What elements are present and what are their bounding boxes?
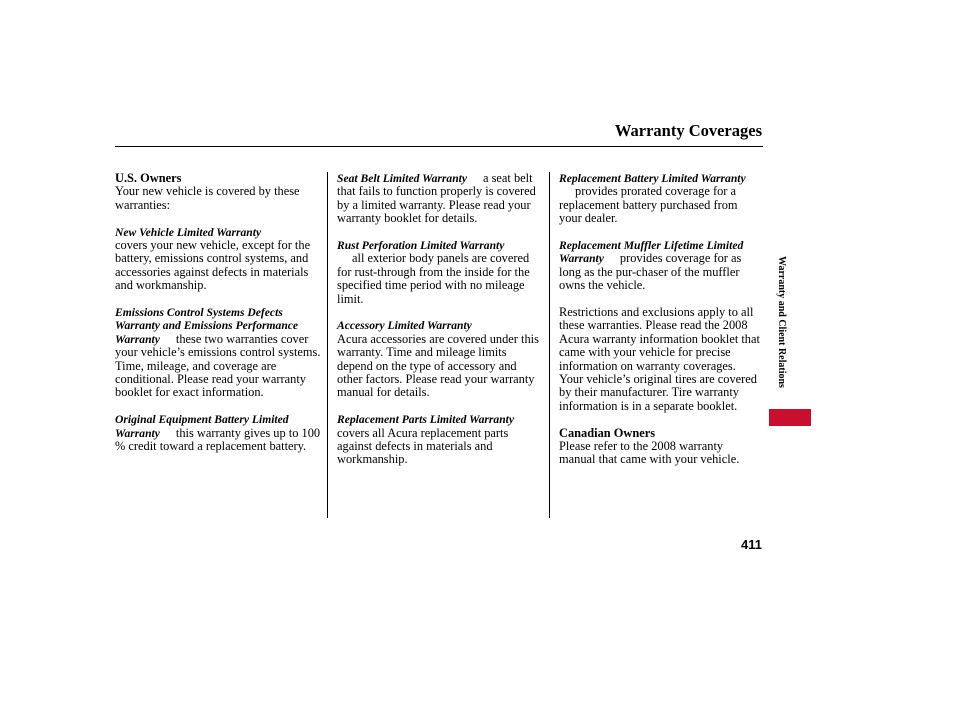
new-vehicle-warranty-term: New Vehicle Limited Warranty (115, 225, 262, 239)
muffler-warranty (559, 239, 760, 293)
emissions-warranty (115, 306, 321, 400)
accessory-warranty (337, 319, 544, 399)
side-section-label: Warranty and Client Relations (776, 256, 787, 388)
battery-warranty-term: Original Equipment Battery Limited Warranty (115, 413, 289, 440)
battery-warranty (115, 413, 321, 453)
replacement-battery-warranty (559, 172, 760, 226)
page-title: Warranty Coverages (614, 121, 762, 140)
emissions-warranty-text: these two warranties cover your vehicle’s emissions control systems. Time, mileage, and coverage are conditional. Please read your warranty booklet for exact information. (115, 331, 321, 400)
column-2 (337, 172, 544, 480)
seatbelt-warranty-term: Seat Belt Limited Warranty (337, 172, 468, 185)
accessory-warranty-term: Accessory Limited Warranty (337, 319, 472, 333)
page-number: 411 (741, 537, 762, 552)
us-owners-heading: U.S. Owners (115, 171, 182, 185)
seatbelt-warranty-text: a seat belt that fails to function properly is covered by a limited warranty. Please read your warranty booklet for details. (337, 171, 536, 226)
us-owners-intro: Your new vehicle is covered by these warranties: (115, 184, 300, 212)
new-vehicle-warranty (115, 226, 321, 293)
rust-warranty (337, 239, 544, 306)
section-tab-marker (769, 409, 811, 426)
muffler-warranty-text: provides coverage for as long as the pur-chaser of the muffler owns the vehicle. (559, 251, 742, 293)
accessory-warranty-text: Acura accessories are covered under this warranty. Time and mileage limits depend on the type of accessory and other factors. Please read your warranty manual for details. (337, 331, 539, 400)
column-divider-2 (549, 172, 550, 518)
replacement-battery-warranty-term: Replacement Battery Limited Warranty (559, 172, 746, 185)
parts-warranty-text: covers all Acura replacement parts against defects in materials and workmanship. (337, 425, 509, 467)
muffler-warranty-term: Replacement Muffler Lifetime Limited Warranty (559, 239, 744, 266)
canadian-owners-text: Please refer to the 2008 warranty manual that came with your vehicle. (559, 439, 740, 467)
restrictions-text: Restrictions and exclusions apply to all these warranties. Please read the 2008 Acura warranty information booklet that came with your vehicle for precise information on warranty coverages. Your vehicle’s original tires are covered by their manufacturer. Tire warranty information is in a separate booklet. (559, 305, 760, 413)
canadian-owners-heading: Canadian Owners (559, 425, 656, 440)
battery-warranty-text: this warranty gives up to 100 % credit toward a replacement battery. (115, 425, 321, 454)
parts-warranty-term: Replacement Parts Limited Warranty (337, 413, 515, 427)
rust-warranty-text: all exterior body panels are covered for rust-through from the inside for the specified time period with no mileage limit. (337, 251, 530, 306)
column-1 (115, 172, 321, 467)
rust-warranty-term: Rust Perforation Limited Warranty (337, 239, 505, 253)
header-rule (115, 146, 763, 147)
column-divider-1 (327, 172, 328, 518)
parts-warranty (337, 413, 544, 467)
column-3 (559, 172, 760, 480)
new-vehicle-warranty-text: covers your new vehicle, except for the battery, emissions control systems, and accessories against defects in materials and workmanship. (115, 238, 311, 293)
seatbelt-warranty (337, 172, 544, 226)
replacement-battery-warranty-text: provides prorated coverage for a replacement battery purchased from your dealer. (559, 184, 738, 226)
emissions-warranty-term: Emissions Control Systems Defects Warranty and Emissions Performance Warranty (115, 306, 299, 346)
